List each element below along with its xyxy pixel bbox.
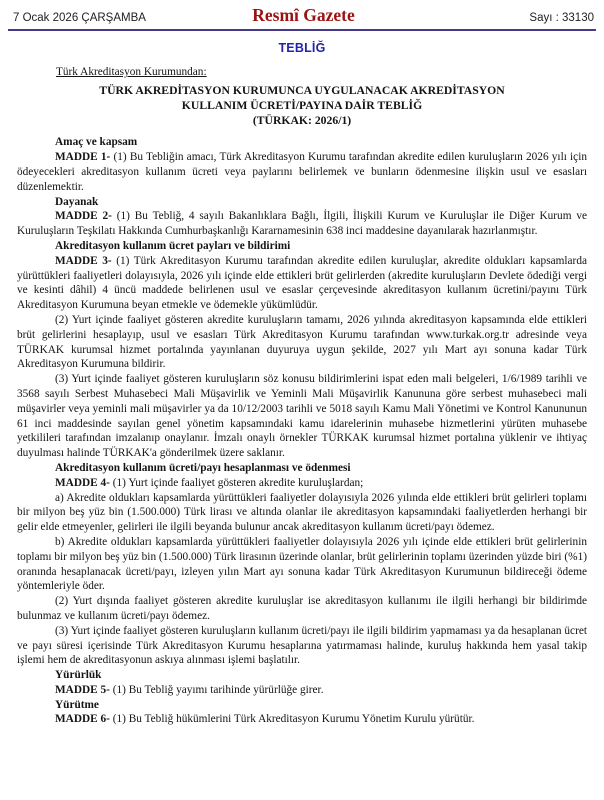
article-text: (2) Yurt içinde faaliyet gösteren akredite kuruluşların tamamı, 2026 yılında akreditasyon kapsamında elde ettikleri brüt gelirlerini hesaplayıp, usul ve esasları Türk Akreditasyon Kurumu tarafından www.turkak.org.tr adresinde veya TÜRKAK kurumsal hizmet portalında yayınlanan duyuruya uygun şekilde, 2027 yılı Mart ayı sonuna kadar Türk Akreditasyon Kurumuna bildirir. [17,313,587,371]
article-label: MADDE 2- [55,210,112,223]
article-paragraph [17,535,587,594]
issue-number: Sayı : 33130 [529,12,594,24]
article-text: (2) Yurt dışında faaliyet gösteren akredite kuruluşlar ise akreditasyon kullanımı ile ilgili herhangi bir bildirimde bulunmaz ve kullanım ücreti/payı ödemez. [17,595,587,622]
article-paragraph [17,712,587,727]
article-paragraph [17,254,587,313]
article-label: MADDE 6- [55,713,110,726]
article-label: MADDE 4- [55,476,110,489]
article-paragraph [17,372,587,461]
article-paragraph [17,150,587,194]
section-subheading: Dayanak [55,195,99,208]
article-paragraph [17,209,587,239]
article-text: (1) Bu Tebliğin amacı, Türk Akreditasyon Kurumu tarafından akredite edilen kuruluşların 2026 yılı için ödeyecekleri akreditasyon kullanım ücreti veya paylarını belirlemek ve bunların ödenmesine ilişkin usul ve esasları düzenlemektir. [17,151,587,193]
article-label: MADDE 3- [55,254,112,267]
publication-date: 7 Ocak 2026 ÇARŞAMBA [13,12,146,24]
article-text: (1) Türk Akreditasyon Kurumu tarafından akredite edilen kuruluşlar, akredite oldukları kapsamlarda yürüttükleri faaliyetleri dolayısıyla, 2026 yılı içinde elde ettikleri brüt gelirlerden (akredite kuruluşların Devlete ödediği vergi ve kesinti dâhil) 4 üncü maddede belirlenen usul ve esaslar çerçevesinde akreditasyon kullanım ücretini/payını Türk Akreditasyon Kurumuna beyan etmekle ve ödemekle yükümlüdür. [17,254,587,312]
article-paragraph [17,624,587,668]
article-text: (1) Bu Tebliğ, 4 sayılı Bakanlıklara Bağlı, İlgili, İlişkili Kurum ve Kuruluşlar ile Diğer Kurum ve Kuruluşların Teşkilatı Hakkında Cumhurbaşkanlığı Kararnamesinin 638 inci maddesine dayanılarak hazırlanmıştır. [17,210,587,238]
header-divider [8,29,596,31]
article-text: a) Akredite oldukları kapsamlarda yürüttükleri faaliyetler dolayısıyla 2026 yılında elde ettikleri brüt gelirleri toplamı bir milyon beş yüz bin (1.500.000) Türk lirası ve altında olanlar ile akreditasyon kapsamındaki faaliyetlerden herhangi bir gelir elde etmeyenler, gelirleri ile ilgili beyanda bulunur ancak akreditasyon kullanım ücreti/payı ödemez. [17,491,587,534]
article-text: (1) Yurt içinde faaliyet gösteren akredite kuruluşlardan; [109,476,364,489]
article-paragraph [17,313,587,372]
notice-body [17,65,587,727]
notice-title [47,83,557,129]
section-subheading: Yürürlük [55,669,102,682]
masthead-title: Resmî Gazete [252,5,355,25]
section-heading: TEBLİĞ [278,41,326,55]
notice-title-line: KULLANIM ÜCRETİ/PAYINA DAİR TEBLİĞ [181,99,423,112]
article-text: b) Akredite oldukları kapsamlarda yürüttükleri faaliyetler dolayısıyla 2026 yılı içinde elde ettikleri brüt gelirlerinin toplamı bir milyon beş yüz bin (1.500.000) Türk lirasının üzerinde olanlar, brüt gelirlerinin toplamı üzerinden yüzde biri (%1) oranında hesaplanacak ücreti/payı, izleyen yılın Mart ayı sonuna kadar Türk Akreditasyon Kurumunun bildireceği ödeme yöntemleriyle öder. [17,535,587,593]
gazette-header [0,0,604,28]
section-subheading: Akreditasyon kullanım ücreti/payı hesaplanması ve ödenmesi [55,461,351,474]
notice-title-line: TÜRK AKREDİTASYON KURUMUNCA UYGULANACAK AKREDİTASYON [99,83,505,97]
article-text: (1) Bu Tebliğ hükümlerini Türk Akreditasyon Kurumu Yönetim Kurulu yürütür. [109,713,475,726]
article-paragraph [17,683,587,698]
article-text: (3) Yurt içinde faaliyet gösteren kuruluşların söz konusu bildirimlerini ispat eden mali belgeleri, 1/6/1989 tarihli ve 3568 sayılı Serbest Muhasebeci Mali Müşavirlik ve Yeminli Mali Müşavirlik Kanununa göre serbest muhasebeci mali müşavirler veya yeminli mali müşavirler ya da 10/12/2003 tarihli ve 5018 sayılı Kamu Mali Yönetimi ve Kontrol Kanununun 61 inci maddesinde sayılan genel yönetim kapsamındaki kamu idarelerinin muhasebe hizmetlerini yürüten muhasebe yetkilileri tarafından imzalanıp onaylanır. İmzalı onaylı örnekler TÜRKAK kurumsal hizmet portalına yüklenir ve ihtiyaç duyulması halinde TÜRKAK'a gönderilmek üzere saklanır. [17,373,587,460]
article-label: MADDE 1- [55,151,111,164]
issuing-authority-text: Türk Akreditasyon Kurumundan: [56,66,207,78]
article-text: (1) Bu Tebliğ yayımı tarihinde yürürlüğe girer. [109,683,324,696]
issuing-authority [17,65,587,80]
notice-title-line: (TÜRKAK: 2026/1) [252,114,352,128]
article-paragraph [17,491,587,535]
section-subheading: Akreditasyon kullanım ücret payları ve bildirimi [55,239,291,252]
article-text: (3) Yurt içinde faaliyet gösteren kuruluşların kullanım ücreti/payı ile ilgili bildirim yapmaması ya da hesaplanan ücret ve payı süresi içerisinde Türk Akreditasyon Kurumu hesaplarına yatırmaması halinde, kuruluş hakkında hem yasal takip işlemi hem de akreditasyonun askıya alınması işlemi başlatılır. [17,624,587,667]
article-paragraph [17,594,587,624]
article-label: MADDE 5- [55,683,110,696]
section-subheading: Yürütme [55,698,99,711]
article-paragraph [17,476,587,491]
section-subheading: Amaç ve kapsam [55,136,138,149]
